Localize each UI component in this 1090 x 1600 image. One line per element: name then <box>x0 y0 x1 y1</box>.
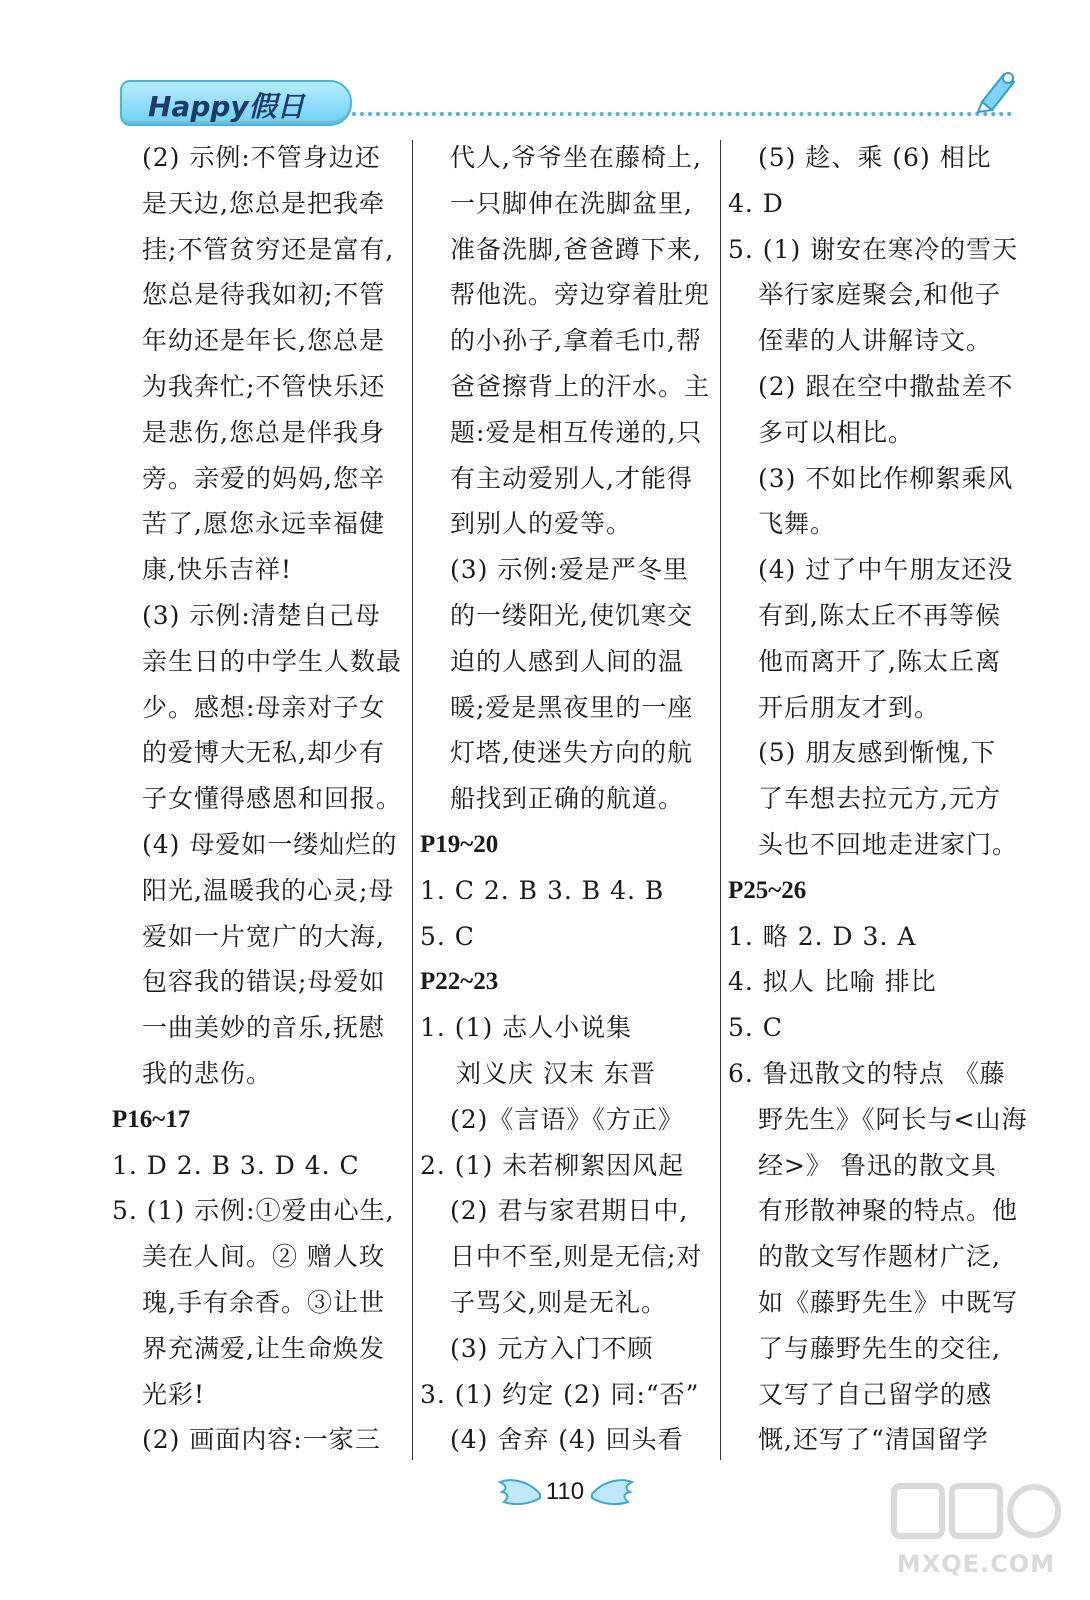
watermark-logo-icon <box>888 1478 1064 1548</box>
header-dotted-line <box>352 112 1012 116</box>
section-heading: P22~23 <box>420 968 499 996</box>
answer-line: 飞舞。 <box>758 509 837 539</box>
answer-line: 野先生》《阿长与<山海 <box>758 1104 1028 1134</box>
answer-column-middle <box>420 135 716 1463</box>
pencil-icon <box>972 66 1020 114</box>
answer-line: (2) 画面内容:一家三 <box>142 1425 381 1455</box>
answer-line: 子女懂得感恩和回报。 <box>142 784 403 814</box>
answer-line: 为我奔忙;不管快乐还 <box>142 371 386 401</box>
answer-column-right <box>728 135 1028 1463</box>
answer-line: 侄辈的人讲解诗文。 <box>758 326 993 356</box>
answer-line: 界充满爱,让生命焕发 <box>142 1333 385 1363</box>
answer-column-left <box>112 135 408 1463</box>
page-header <box>0 0 1090 140</box>
answer-line: 慨,还写了“清国留学 <box>758 1425 989 1455</box>
happy-holiday-badge <box>120 80 352 126</box>
answer-line: 康,快乐吉祥! <box>142 555 292 585</box>
answer-line: (5) 朋友感到惭愧,下 <box>758 738 997 768</box>
answer-line: (3) 不如比作柳絮乘风 <box>758 463 1014 493</box>
answer-line: 日中不至,则是无信;对 <box>450 1242 703 1272</box>
answer-line: (4) 过了中午朋友还没 <box>758 555 1014 585</box>
answer-line: 又写了自己留学的感 <box>758 1379 993 1409</box>
page-number: 110 <box>545 1478 585 1505</box>
answer-line: 旁。亲爱的妈妈,您辛 <box>142 463 385 493</box>
answer-line: 4. D <box>728 188 784 218</box>
answer-line: 刘义庆 汉末 东晋 <box>456 1058 656 1088</box>
answer-line: 挂;不管贫穷还是富有, <box>142 234 395 264</box>
answer-line: 1. (1) 志人小说集 <box>420 1013 633 1043</box>
answer-line: 1. 略 2. D 3. A <box>728 921 917 951</box>
answer-line: (2) 示例:不管身边还 <box>142 143 381 172</box>
answer-line: 到别人的爱等。 <box>450 509 633 539</box>
answer-line: 瑰,手有余香。③让世 <box>142 1287 385 1317</box>
answer-line: 光彩! <box>142 1379 206 1409</box>
answer-line: 如《藤野先生》中既写 <box>758 1287 1019 1317</box>
answer-line: 是悲伤,您总是伴我身 <box>142 417 385 447</box>
answer-line: (4) 舍弃 (4) 回头看 <box>450 1425 684 1455</box>
answer-line: 经>》 鲁迅的散文具 <box>758 1150 997 1180</box>
answer-line: 迫的人感到人间的温 <box>450 646 685 676</box>
answer-line: 您总是待我如初;不管 <box>142 280 386 310</box>
answer-line: (5) 趁、乘 (6) 相比 <box>758 143 992 172</box>
answer-line: 美在人间。② 赠人玫 <box>142 1242 385 1272</box>
answer-line: 子骂父,则是无礼。 <box>450 1287 667 1317</box>
answer-line: 4. 拟人 比喻 排比 <box>728 967 937 997</box>
answer-line: 1. C 2. B 3. B 4. B <box>420 875 665 905</box>
answer-line: 年幼还是年长,您总是 <box>142 326 385 356</box>
answer-line: 5. C <box>420 921 475 951</box>
answer-line: 了车想去拉元方,元方 <box>758 784 1001 814</box>
answer-line: 一曲美妙的音乐,抚慰 <box>142 1013 385 1043</box>
answer-line: 少。感想:母亲对子女 <box>142 692 386 722</box>
answer-line: (3) 示例:爱是严冬里 <box>450 555 689 585</box>
section-heading: P25~26 <box>728 876 807 904</box>
answer-line: 6. 鲁迅散文的特点 《藤 <box>728 1058 1006 1088</box>
answer-line: 船找到正确的航道。 <box>450 784 685 814</box>
answer-line: 爸爸擦背上的汗水。主 <box>450 371 711 401</box>
answer-line: 暖;爱是黑夜里的一座 <box>450 692 694 722</box>
answer-line: 的小孙子,拿着毛巾,帮 <box>450 326 702 356</box>
answer-line: 5. C <box>728 1013 783 1043</box>
answer-line: 爱如一片宽广的大海, <box>142 921 385 951</box>
answer-line: (3) 示例:清楚自己母 <box>142 600 381 630</box>
answer-line: 有形散神聚的特点。他 <box>758 1196 1019 1226</box>
answer-line: 苦了,愿您永远幸福健 <box>142 509 385 539</box>
section-heading: P19~20 <box>420 830 499 858</box>
watermark-text: MXQE.COM <box>896 1550 1056 1578</box>
answer-line: (2) 君与家君期日中, <box>450 1196 689 1226</box>
column-divider <box>720 140 721 1460</box>
answer-line: 一只脚伸在洗脚盆里, <box>450 188 693 218</box>
answer-line: 代人,爷爷坐在藤椅上, <box>450 143 702 172</box>
answer-line: 了与藤野先生的交往, <box>758 1333 1001 1363</box>
answer-line: 阳光,温暖我的心灵;母 <box>142 875 395 905</box>
answer-line: 包容我的错误;母爱如 <box>142 967 386 997</box>
answer-line: 2. (1) 未若柳絮因风起 <box>420 1150 685 1180</box>
answer-line: 题:爱是相互传递的,只 <box>450 417 703 447</box>
answer-line: 帮他洗。旁边穿着肚兜 <box>450 280 711 310</box>
answer-line: 他而离开了,陈太丘离 <box>758 646 1001 676</box>
answer-line: 多可以相比。 <box>758 417 915 447</box>
answer-line: 3. (1) 约定 (2) 同:“否” <box>420 1379 700 1409</box>
answer-line: 开后朋友才到。 <box>758 692 941 722</box>
badge-title: Happy假日 <box>148 90 305 123</box>
answer-line: 头也不回地走进家门。 <box>758 829 1019 859</box>
answer-line: 是天边,您总是把我牵 <box>142 188 385 218</box>
column-divider <box>412 140 413 1460</box>
answer-line: (2)《言语》《方正》 <box>450 1104 684 1134</box>
answer-line: 有主动爱别人,才能得 <box>450 463 693 493</box>
answer-line: 准备洗脚,爸爸蹲下来, <box>450 234 702 264</box>
answer-line: (3) 元方入门不顾 <box>450 1333 654 1363</box>
left-wing-icon <box>498 1476 542 1510</box>
section-heading: P16~17 <box>112 1105 191 1133</box>
answer-line: 的一缕阳光,使饥寒交 <box>450 600 693 630</box>
answer-line: 的散文写作题材广泛, <box>758 1242 1001 1272</box>
answer-line: 5. (1) 谢安在寒冷的雪天 <box>728 234 1019 264</box>
answer-line: 举行家庭聚会,和他子 <box>758 280 1001 310</box>
answer-line: 1. D 2. B 3. D 4. C <box>112 1150 360 1180</box>
answer-line: 有到,陈太丘不再等候 <box>758 600 1001 630</box>
answer-line: (2) 跟在空中撒盐差不 <box>758 371 1014 401</box>
answer-line: 的爱博大无私,却少有 <box>142 738 385 768</box>
watermark <box>888 1478 1064 1588</box>
answer-line: 灯塔,使迷失方向的航 <box>450 738 693 768</box>
answer-line: 我的悲伤。 <box>142 1058 273 1088</box>
answer-line: (4) 母爱如一缕灿烂的 <box>142 829 398 859</box>
answer-line: 亲生日的中学生人数最 <box>142 646 403 676</box>
right-wing-icon <box>590 1476 634 1510</box>
answer-line: 5. (1) 示例:①爱由心生, <box>112 1196 395 1226</box>
